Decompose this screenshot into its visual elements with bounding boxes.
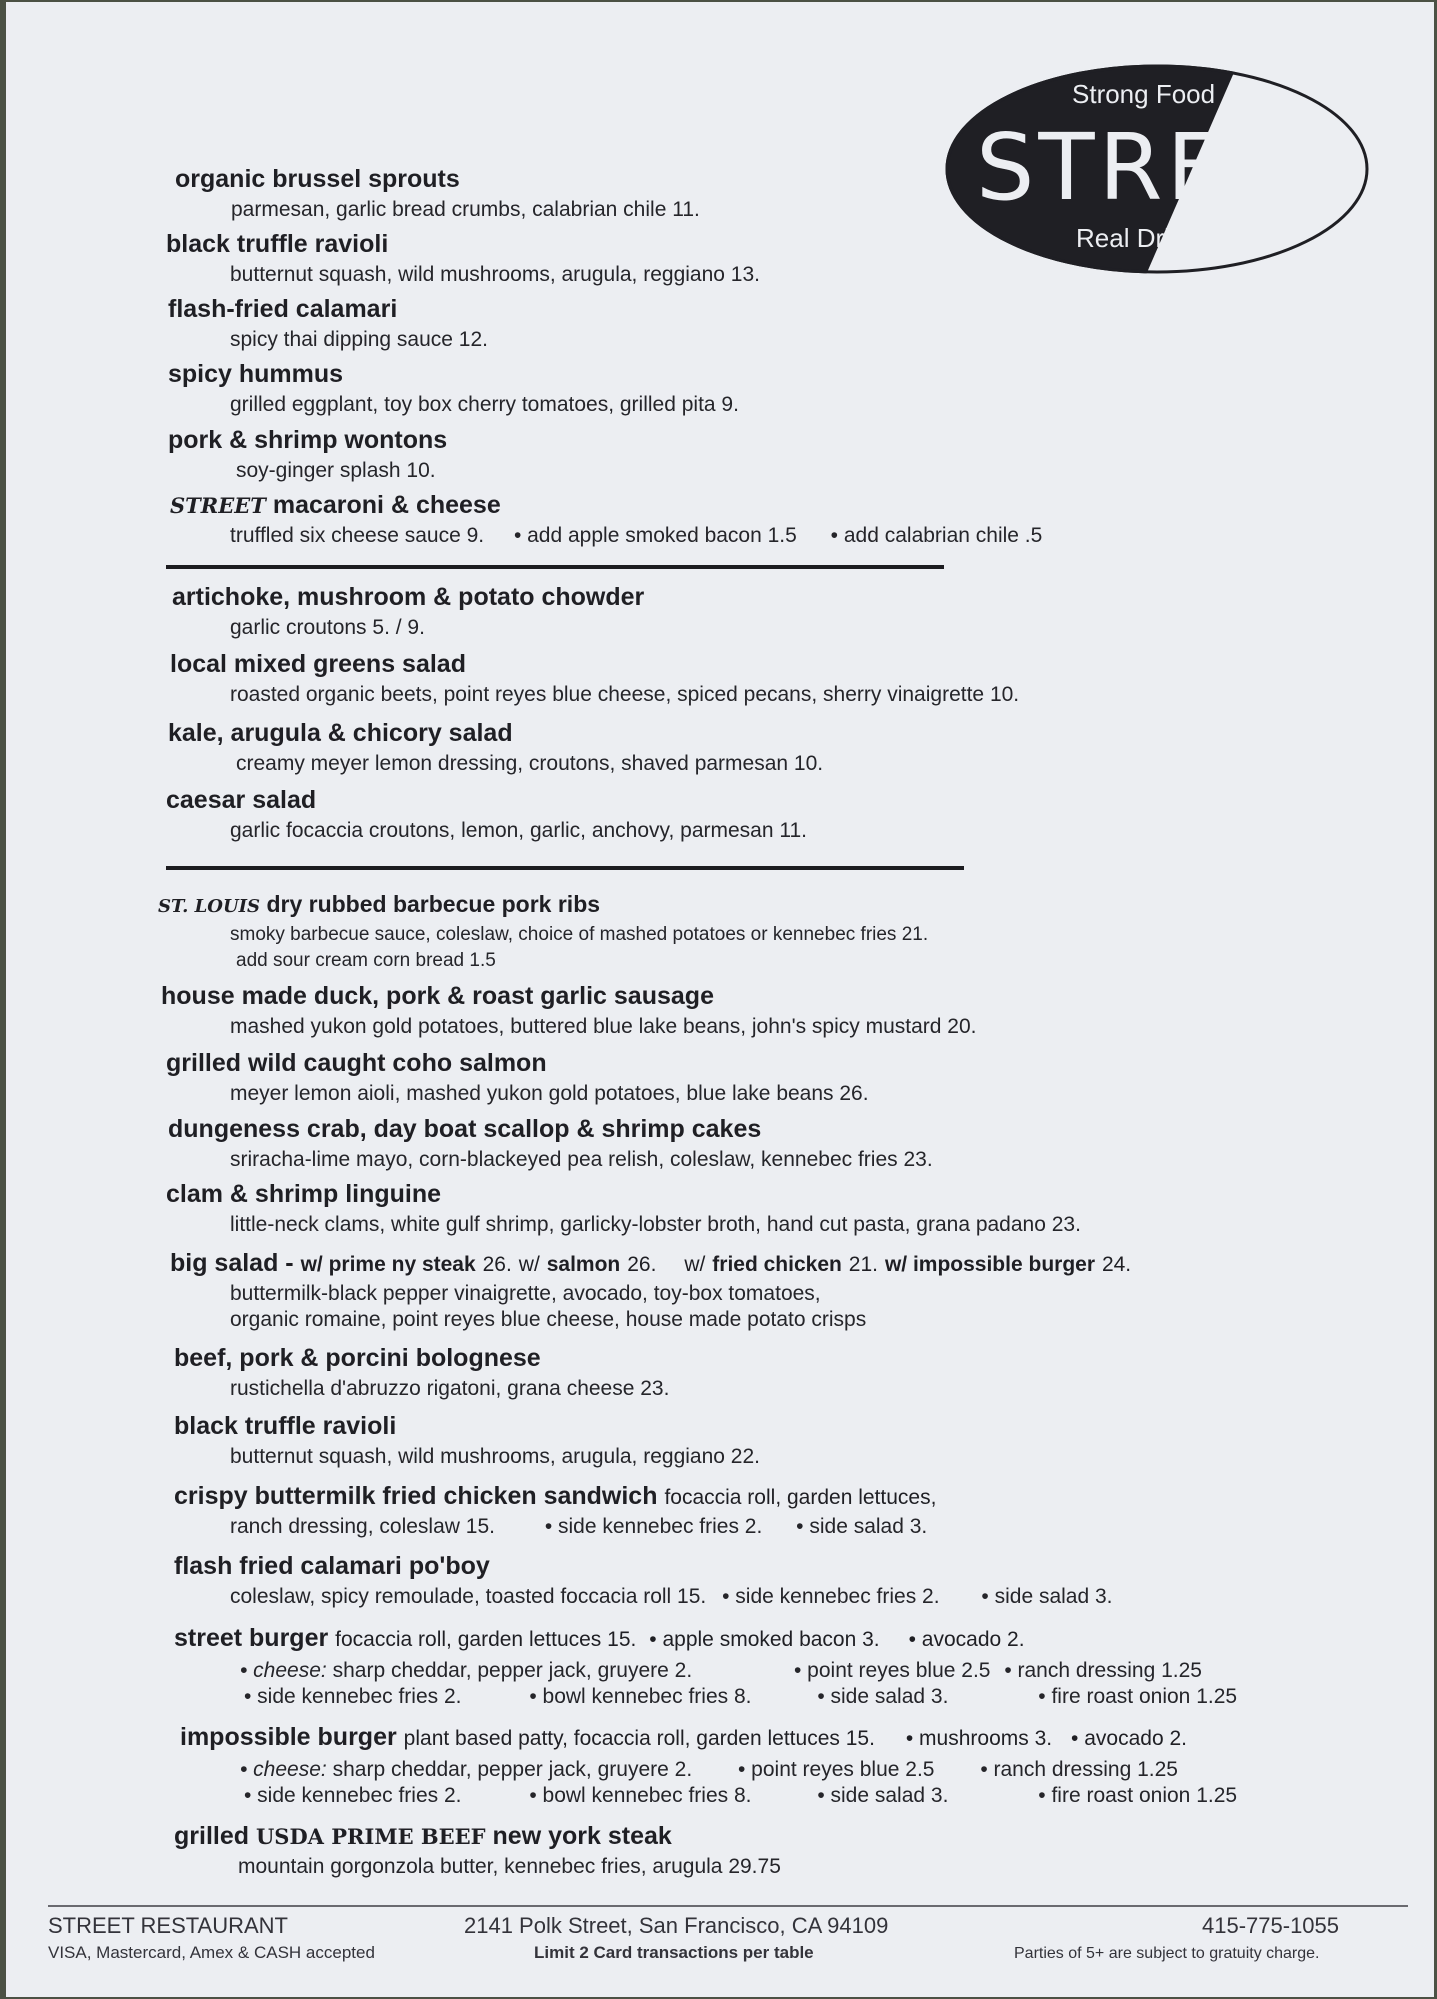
side-option: • side kennebec fries 2. [244, 1685, 462, 1708]
item-inline-desc: focaccia roll, garden lettuces, [664, 1486, 937, 1509]
cheese-options: sharp cheddar, pepper jack, gruyere 2. [332, 1659, 693, 1682]
option-label: w/ prime ny steak [300, 1253, 476, 1276]
addon: • add apple smoked bacon 1.5 [513, 524, 797, 547]
side-option: • side salad 3. [981, 1585, 1113, 1608]
item-desc: spicy thai dipping sauce 12. [230, 328, 488, 351]
menu-item [170, 650, 1019, 707]
side-option: • side kennebec fries 2. [722, 1585, 940, 1608]
item-name: black truffle ravioli [166, 230, 389, 258]
item-inline-desc: focaccia roll, garden lettuces 15. [335, 1628, 637, 1651]
menu-item [174, 1412, 760, 1469]
item-name: big salad - [170, 1249, 294, 1277]
item-name: crispy buttermilk fried chicken sandwich [174, 1482, 658, 1510]
option-price: 26. [627, 1253, 657, 1276]
item-desc: garlic focaccia croutons, lemon, garlic, anchovy, parmesan 11. [230, 819, 807, 842]
footer-divider [48, 1905, 1408, 1907]
item-desc: smoky barbecue sauce, coleslaw, choice of mashed potatoes or kennebec fries 21. [230, 924, 929, 945]
item-name: flash-fried calamari [168, 295, 398, 323]
side-option: • fire roast onion 1.25 [1038, 1685, 1238, 1708]
item-desc: butternut squash, wild mushrooms, arugula, reggiano 13. [230, 263, 760, 286]
item-desc: butternut squash, wild mushrooms, arugula, reggiano 22. [230, 1445, 760, 1468]
item-name-grade: USDA PRIME BEEF [255, 1824, 486, 1849]
item-name: clam & shrimp linguine [166, 1180, 442, 1208]
phone-number: 415-775-1055 [1202, 1913, 1340, 1938]
logo-top-text: Strong Food [1072, 79, 1216, 109]
option-prefix: w/ [684, 1253, 706, 1276]
side-option: • side salad 3. [817, 1784, 949, 1807]
item-name: local mixed greens salad [170, 650, 466, 678]
item-desc: grilled eggplant, toy box cherry tomatoes, grilled pita 9. [230, 393, 739, 416]
side-option: • side salad 3. [796, 1515, 928, 1538]
address: 2141 Polk Street, San Francisco, CA 94109 [464, 1913, 889, 1938]
menu-item [168, 1115, 933, 1172]
cheese-options: sharp cheddar, pepper jack, gruyere 2. [332, 1758, 693, 1781]
logo-name: STREET [976, 114, 1351, 221]
cheese-label: • cheese: [240, 1758, 327, 1781]
item-name: impossible burger [180, 1723, 397, 1751]
item-desc: roasted organic beets, point reyes blue cheese, spiced pecans, sherry vinaigrette 10. [230, 683, 1020, 706]
side-option: • side kennebec fries 2. [244, 1784, 462, 1807]
item-name: street burger [174, 1624, 329, 1652]
menu-item [170, 491, 1042, 548]
item-name: house made duck, pork & roast garlic sausage [161, 982, 714, 1010]
card-limit: Limit 2 Card transactions per table [534, 1943, 814, 1962]
side-option: • fire roast onion 1.25 [1038, 1784, 1238, 1807]
item-name: pork & shrimp wontons [168, 426, 448, 454]
menu-item [166, 1180, 1081, 1237]
side-option: • side kennebec fries 2. [544, 1515, 763, 1538]
item-name-pre: grilled [174, 1822, 250, 1850]
item-name-prefix: STREET [170, 493, 266, 518]
menu-item [174, 1624, 1237, 1709]
menu-page [6, 2, 1434, 1997]
addon: • avocado 2. [1071, 1727, 1187, 1750]
option-label: fried chicken [712, 1253, 842, 1276]
cheese-label: • cheese: [240, 1659, 327, 1682]
item-name: flash fried calamari po'boy [174, 1552, 490, 1580]
menu-item [175, 165, 700, 222]
item-inline-desc: plant based patty, focaccia roll, garden lettuces 15. [403, 1727, 875, 1750]
item-desc: truffled six cheese sauce 9. [230, 524, 485, 547]
option-prefix: w/ [518, 1253, 540, 1276]
street-logo [942, 59, 1372, 279]
item-desc: garlic croutons 5. / 9. [230, 616, 425, 639]
side-option: • side salad 3. [817, 1685, 949, 1708]
item-desc: buttermilk-black pepper vinaigrette, avocado, toy-box tomatoes, [230, 1282, 821, 1305]
menu-item [166, 230, 760, 287]
menu-item [180, 1723, 1237, 1808]
item-desc: mountain gorgonzola butter, kennebec fries, arugula 29.75 [238, 1855, 781, 1878]
menu-item [161, 982, 976, 1039]
menu-item [174, 1344, 669, 1401]
section-divider [166, 866, 964, 870]
item-desc: parmesan, garlic bread crumbs, calabrian chile 11. [231, 198, 700, 221]
item-name: organic brussel sprouts [175, 165, 460, 193]
side-option: • bowl kennebec fries 8. [529, 1685, 752, 1708]
menu-item [170, 1249, 1131, 1332]
item-desc: coleslaw, spicy remoulade, toasted foccacia roll 15. [230, 1585, 707, 1608]
item-desc: ranch dressing, coleslaw 15. [230, 1515, 495, 1538]
item-desc: sriracha-lime mayo, corn-blackeyed pea relish, coleslaw, kennebec fries 23. [230, 1148, 933, 1171]
menu-item [158, 891, 928, 972]
item-name: black truffle ravioli [174, 1412, 397, 1440]
item-desc: mashed yukon gold potatoes, buttered blue lake beans, john's spicy mustard 20. [230, 1015, 977, 1038]
item-name-prefix: ST. LOUIS [158, 896, 261, 917]
item-name: spicy hummus [168, 360, 344, 388]
menu-item [168, 426, 447, 483]
item-name: beef, pork & porcini bolognese [174, 1344, 541, 1372]
item-name: caesar salad [166, 786, 317, 814]
addon: • add calabrian chile .5 [830, 524, 1043, 547]
item-name: artichoke, mushroom & potato chowder [172, 583, 645, 611]
side-option: • bowl kennebec fries 8. [529, 1784, 752, 1807]
restaurant-name: STREET RESTAURANT [48, 1913, 288, 1938]
item-desc-extra: organic romaine, point reyes blue cheese, house made potato crisps [230, 1308, 867, 1331]
addon: • mushrooms 3. [905, 1727, 1053, 1750]
item-name: new york steak [492, 1822, 672, 1850]
item-desc: little-neck clams, white gulf shrimp, garlicky-lobster broth, hand cut pasta, grana padano 23. [230, 1213, 1081, 1236]
item-name: dry rubbed barbecue pork ribs [266, 891, 601, 917]
item-desc-extra: add sour cream corn bread 1.5 [236, 950, 496, 971]
menu-item [172, 583, 644, 640]
menu-item [168, 360, 739, 417]
menu-item [168, 295, 488, 352]
section-divider [166, 565, 944, 569]
menu-item [174, 1482, 936, 1539]
menu-item [166, 1049, 869, 1106]
item-desc: creamy meyer lemon dressing, croutons, shaved parmesan 10. [236, 752, 824, 775]
item-name: dungeness crab, day boat scallop & shrimp cakes [168, 1115, 762, 1143]
menu-item [168, 719, 823, 776]
menu-item [174, 1822, 781, 1879]
addon: • point reyes blue 2.5 [794, 1659, 991, 1682]
item-desc: soy-ginger splash 10. [236, 459, 436, 482]
menu-item [174, 1552, 1113, 1609]
addon: • point reyes blue 2.5 [738, 1758, 935, 1781]
item-name: grilled wild caught coho salmon [166, 1049, 547, 1077]
addon: • avocado 2. [908, 1628, 1025, 1651]
option-label: salmon [546, 1253, 621, 1276]
logo-bottom-text: Real Drinks [1076, 223, 1211, 253]
option-label: w/ impossible burger [884, 1253, 1095, 1276]
gratuity-note: Parties of 5+ are subject to gratuity charge. [1014, 1945, 1320, 1962]
item-name: macaroni & cheese [272, 491, 501, 519]
addon: • apple smoked bacon 3. [649, 1628, 880, 1651]
item-desc: meyer lemon aioli, mashed yukon gold potatoes, blue lake beans 26. [230, 1082, 869, 1105]
payment-info: VISA, Mastercard, Amex & CASH accepted [48, 1943, 375, 1962]
item-desc: rustichella d'abruzzo rigatoni, grana cheese 23. [230, 1377, 670, 1400]
addon: • ranch dressing 1.25 [1004, 1659, 1202, 1682]
menu-item [166, 786, 807, 843]
option-price: 26. [482, 1253, 512, 1276]
item-name: kale, arugula & chicory salad [168, 719, 513, 747]
option-price: 24. [1101, 1253, 1132, 1276]
addon: • ranch dressing 1.25 [980, 1758, 1178, 1781]
option-price: 21. [848, 1253, 878, 1276]
